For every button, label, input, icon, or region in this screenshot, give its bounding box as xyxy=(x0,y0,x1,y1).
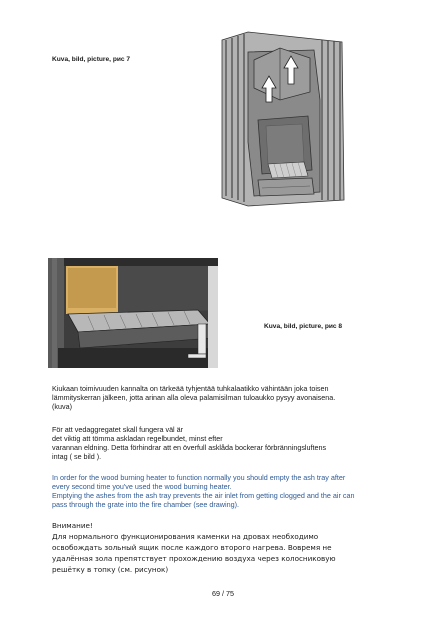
heater-cutaway-figure-7 xyxy=(218,30,348,212)
russian-paragraph xyxy=(52,520,402,575)
text-line: удалённая зола препятствует прохождению воздуха через колосниковую xyxy=(52,554,336,563)
swedish-paragraph xyxy=(52,425,402,461)
english-paragraph xyxy=(52,473,402,509)
text-line: every second time you've used the wood burning heater. xyxy=(52,482,232,491)
text-line: (kuva) xyxy=(52,402,72,411)
text-line: In order for the wood burning heater to function normally you should empty the ash tray after xyxy=(52,473,346,482)
figure-7-caption: Kuva, bild, picture, рис 7 xyxy=(52,56,131,63)
text-line: varannan eldning. Detta förhindrar att en överfull asklåda bockerar förbränningsluftens xyxy=(52,443,327,452)
text-line: освобождать зольный ящик после каждого второго нагрева. Вовремя не xyxy=(52,543,332,552)
figure-8-caption: Kuva, bild, picture, рис 8 xyxy=(264,323,343,330)
text-line: lämmityskerran jälkeen, jotta arinan alla oleva palamisilman tuloaukko pysyy avonaisena. xyxy=(52,393,336,402)
text-line: Kiukaan toimivuuden kannalta on tärkeää tyhjentää tuhkalaatikko vähintään joka toisen xyxy=(52,384,329,393)
text-line: Внимание! xyxy=(52,521,93,530)
ash-tray-photo-figure-8 xyxy=(48,258,218,368)
text-line: Emptying the ashes from the ash tray prevents the air inlet from getting clogged and the air can xyxy=(52,491,355,500)
text-line: det viktig att tömma askladan regelbundet, minst efter xyxy=(52,434,223,443)
page-number: 69 / 75 xyxy=(212,589,234,598)
text-line: Для нормального функционирования каменки на дровах необходимо xyxy=(52,532,319,541)
text-line: решётку в топку (см. рисунок) xyxy=(52,565,169,574)
text-line: intag ( se bild ). xyxy=(52,452,102,461)
text-line: För att vedaggregatet skall fungera väl är xyxy=(52,425,184,434)
text-line: pass through the grate into the fire chamber (see drawing). xyxy=(52,500,239,509)
finnish-paragraph xyxy=(52,384,402,411)
